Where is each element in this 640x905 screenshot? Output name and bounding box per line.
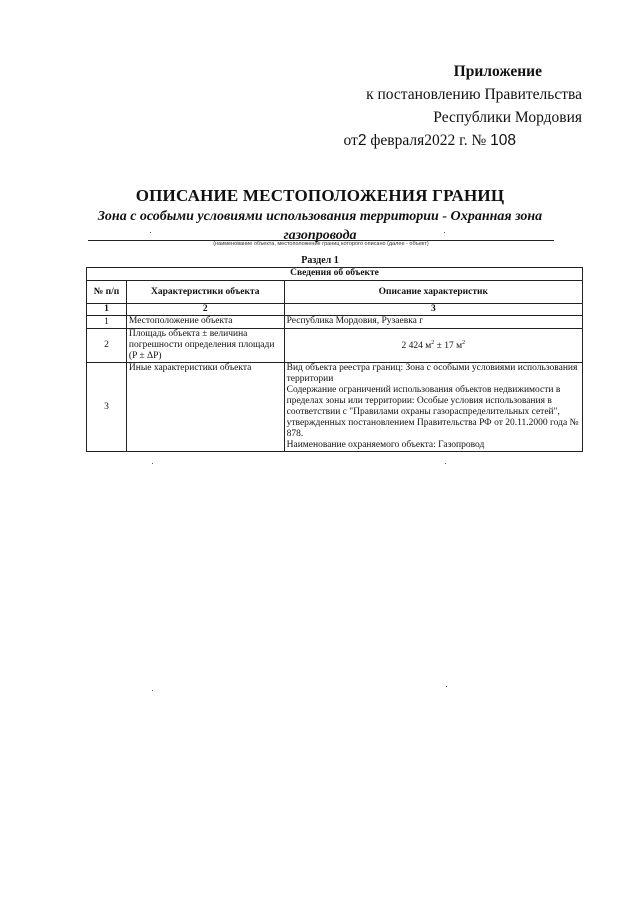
- column-number: 2: [126, 304, 284, 316]
- table-header-row: [87, 281, 583, 304]
- header-characteristic: Характеристики объекта: [126, 281, 284, 304]
- appendix-date: [344, 129, 516, 152]
- area-value: 2 424 м: [401, 341, 432, 352]
- row-number: 3: [87, 363, 127, 452]
- appendix-title: Приложение: [453, 63, 542, 80]
- row-characteristic: Площадь объекта ± величина погрешности определения площади (P ± ΔP): [126, 329, 284, 363]
- description-line: Наименование охраняемого объекта: Газопровод: [286, 440, 485, 450]
- row-characteristic: Местоположение объекта: [126, 316, 284, 329]
- area-error: ± 17 м: [434, 341, 463, 352]
- subtitle-line-2: газопровода: [283, 228, 357, 243]
- scan-speck: [445, 463, 446, 464]
- column-number: 1: [87, 304, 127, 316]
- date-day: 2: [357, 132, 367, 149]
- scan-speck: [444, 232, 445, 233]
- appendix-line-2: Республики Мордовия: [433, 109, 582, 126]
- subtitle-line-1: Зона с особыми условиями использования территории - Охранная зона: [97, 209, 543, 224]
- date-prefix: от: [343, 132, 358, 149]
- section-title: Раздел 1: [301, 255, 339, 266]
- object-info-table: [86, 267, 583, 452]
- table-group-header: Сведения об объекте: [87, 268, 583, 281]
- column-number: 3: [284, 304, 582, 316]
- scan-speck: [152, 690, 153, 691]
- row-description: [284, 363, 582, 452]
- row-description: Республика Мордовия, Рузаевка г: [284, 316, 582, 329]
- area-unit-exp-1: 2: [431, 340, 435, 347]
- header-num: № п/п: [87, 281, 127, 304]
- row-number: 1: [87, 316, 127, 329]
- description-line: Вид объекта реестра границ: Зона с особыми условиями использования территории: [286, 363, 578, 384]
- appendix-line-1: к постановлению Правительства: [366, 86, 582, 103]
- appendix-block: [344, 60, 582, 152]
- area-unit-exp-2: 2: [462, 340, 466, 347]
- document-title: ОПИСАНИЕ МЕСТОПОЛОЖЕНИЯ ГРАНИЦ: [135, 186, 505, 205]
- name-caption: (наименование объекта, местоположение границ которого описано (далее - объект): [213, 241, 429, 247]
- row-characteristic: Иные характеристики объекта: [126, 363, 284, 452]
- description-line: Содержание ограничений использования объектов недвижимости в пределах зоны или территории: Особые условия использования в соответствии с "Правилами охраны газораспределительных сетей", утвержденных постановлением Правительства РФ от 20.11.2000 года № 878.: [286, 385, 579, 439]
- scan-speck: [150, 232, 151, 233]
- document-number: 108: [490, 132, 516, 149]
- table-row: [87, 329, 583, 363]
- row-description-area: [284, 329, 582, 363]
- scan-speck: [152, 463, 153, 464]
- table-row: [87, 363, 583, 452]
- scan-speck: [446, 686, 447, 687]
- row-number: 2: [87, 329, 127, 363]
- header-description: Описание характеристик: [284, 281, 582, 304]
- table-group-header-row: [87, 268, 583, 281]
- date-month-year: февраля2022 г. №: [366, 132, 491, 149]
- table-row: [87, 316, 583, 329]
- column-number-row: [87, 304, 583, 316]
